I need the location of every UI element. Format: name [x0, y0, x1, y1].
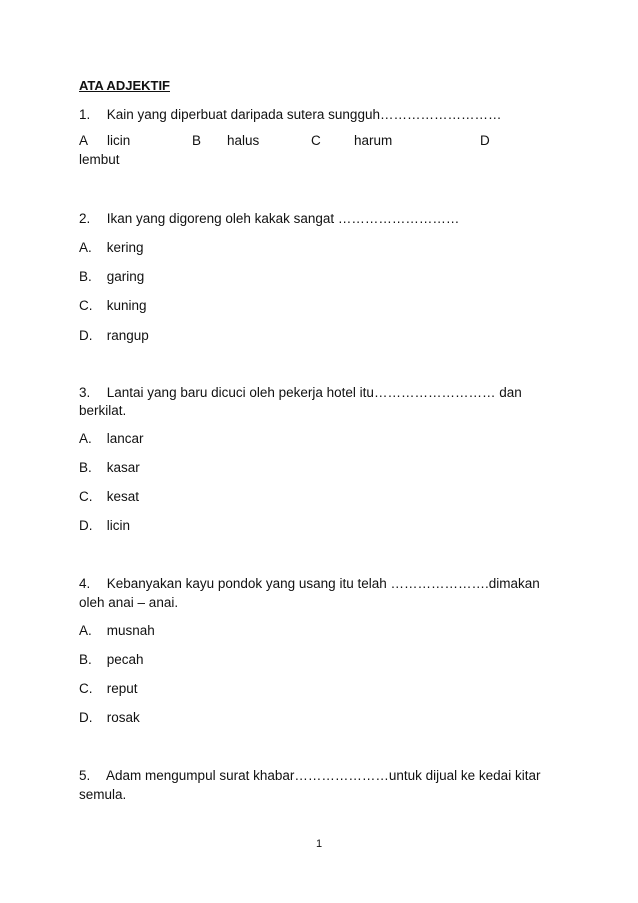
option-label: B.: [79, 652, 92, 667]
question-text: Ikan yang digoreng oleh kakak sangat ………………………: [106, 211, 460, 226]
question-text-continuation: semula.: [79, 787, 127, 802]
question-3: [79, 385, 522, 400]
option-label: A.: [79, 623, 92, 638]
question-4: [79, 576, 540, 591]
option-label: C: [311, 133, 321, 148]
option-text: licin: [107, 133, 131, 148]
question-text: Lantai yang baru dicuci oleh pekerja hotel itu……………………… dan: [106, 385, 522, 400]
option-text: kesat: [106, 489, 140, 504]
option-text: kuning: [106, 298, 147, 313]
option-b: [79, 652, 144, 667]
option-label: A: [79, 133, 89, 148]
option-label: D.: [79, 518, 93, 533]
question-text: Kain yang diperbuat daripada sutera sungguh………………………: [106, 107, 502, 122]
option-label: B.: [79, 269, 92, 284]
option-a: [79, 623, 155, 638]
option-text: kering: [106, 240, 144, 255]
option-c: [79, 681, 138, 696]
option-label: C.: [79, 298, 93, 313]
option-text: pecah: [106, 652, 144, 667]
option-label: D: [480, 133, 490, 148]
option-label: D.: [79, 710, 93, 725]
option-c: [79, 298, 147, 313]
option-b: [79, 269, 144, 284]
question-1-option-d-text: lembut: [79, 152, 120, 167]
option-label: B.: [79, 460, 92, 475]
option-text: garing: [106, 269, 145, 284]
option-text: lancar: [106, 431, 144, 446]
option-label: C.: [79, 681, 93, 696]
option-d: [79, 328, 149, 343]
option-label: D.: [79, 328, 93, 343]
option-text: harum: [354, 133, 393, 148]
question-2: [79, 211, 459, 226]
question-1-options: [79, 133, 579, 151]
option-d: [79, 518, 130, 533]
question-number: 1.: [79, 107, 91, 122]
option-label: C.: [79, 489, 93, 504]
option-label: B: [192, 133, 202, 148]
question-5: [79, 768, 540, 783]
question-text-continuation: oleh anai – anai.: [79, 595, 179, 610]
question-number: 3.: [79, 385, 91, 400]
option-text: reput: [106, 681, 138, 696]
option-label: A.: [79, 240, 92, 255]
option-text: rosak: [106, 710, 140, 725]
option-b: [79, 460, 140, 475]
option-text: kasar: [106, 460, 140, 475]
page-number: 1: [315, 838, 323, 850]
option-c: [79, 489, 139, 504]
option-text: licin: [106, 518, 131, 533]
question-text: Adam mengumpul surat khabar…………………untuk dijual ke kedai kitar: [106, 768, 541, 783]
question-number: 4.: [79, 576, 91, 591]
option-a: [79, 240, 144, 255]
option-d: [79, 710, 140, 725]
option-text: halus: [227, 133, 260, 148]
option-label: A.: [79, 431, 92, 446]
question-1: [79, 107, 501, 122]
question-text: Kebanyakan kayu pondok yang usang itu telah ………………….dimakan: [106, 576, 540, 591]
question-number: 2.: [79, 211, 91, 226]
question-text-continuation: berkilat.: [79, 403, 127, 418]
question-number: 5.: [79, 768, 91, 783]
option-text: musnah: [106, 623, 155, 638]
worksheet-title: ATA ADJEKTIF: [79, 78, 170, 93]
option-a: [79, 431, 144, 446]
option-text: rangup: [106, 328, 149, 343]
